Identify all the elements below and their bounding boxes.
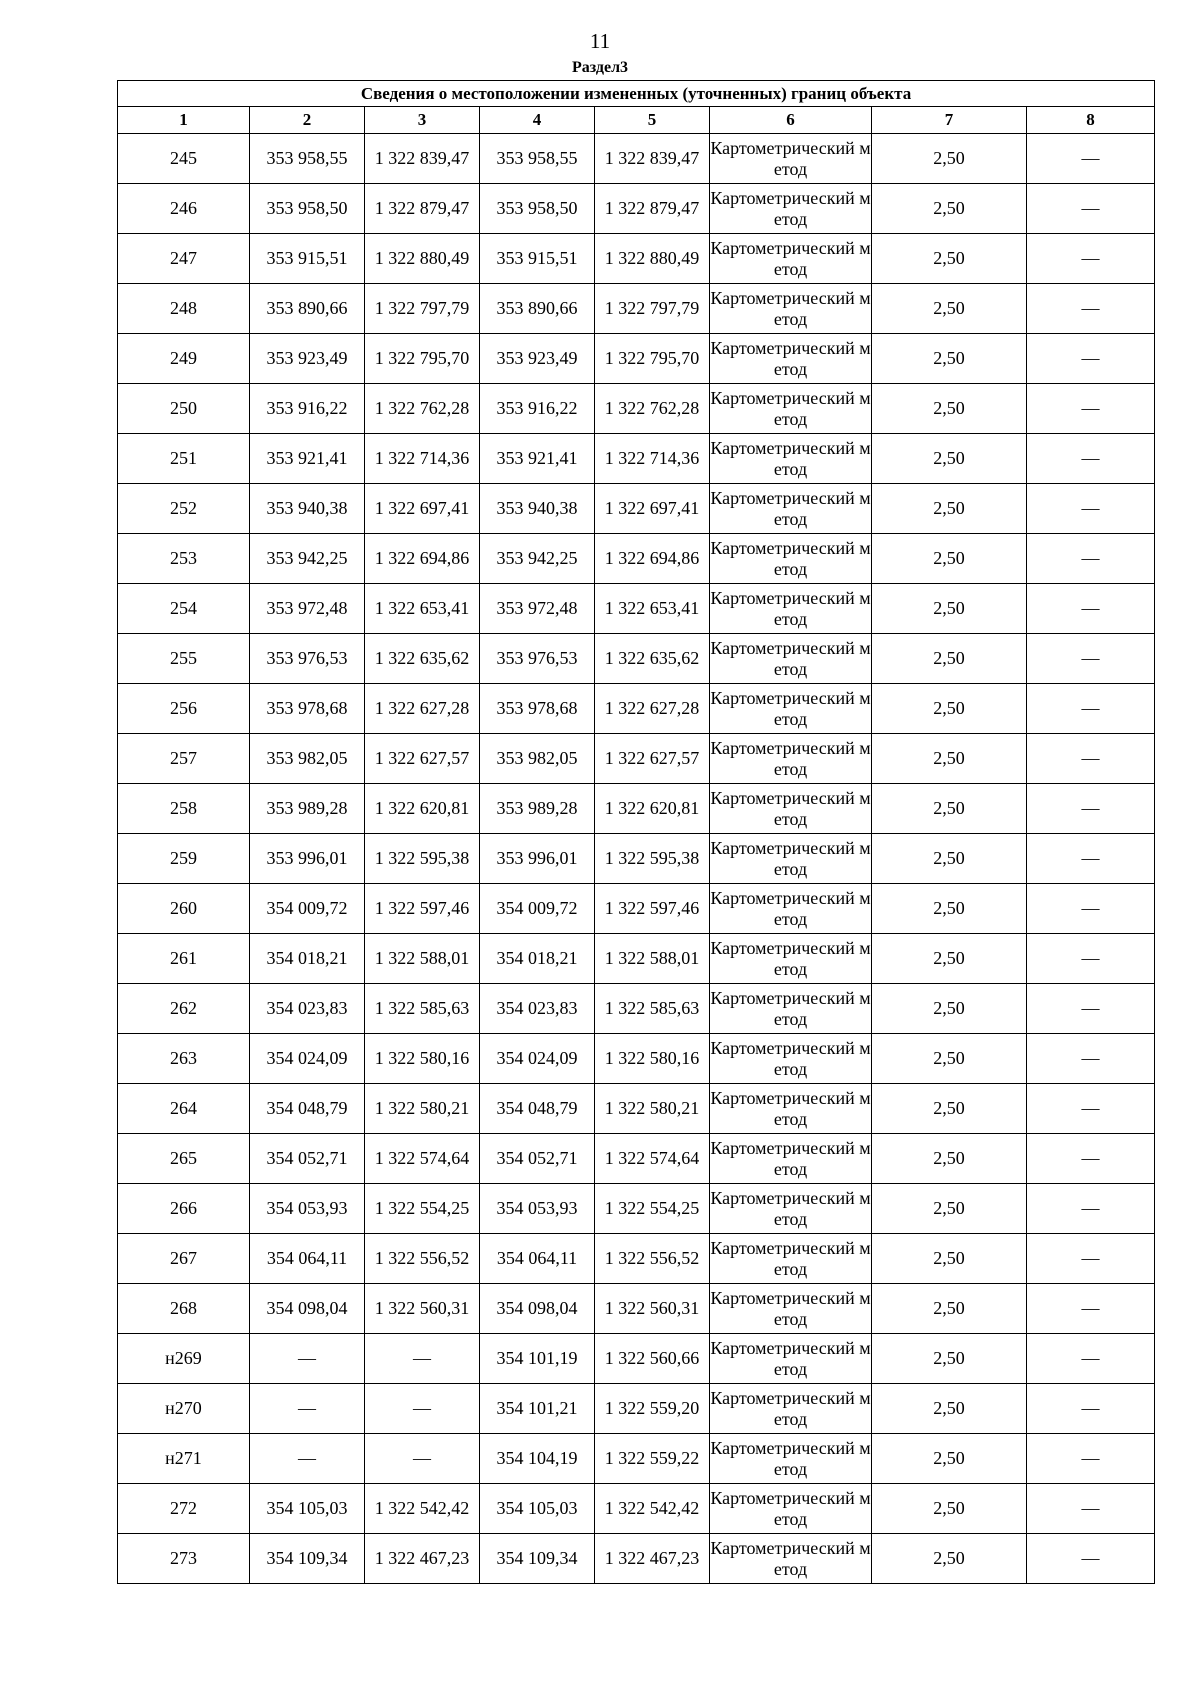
point-number-cell: 254 [118, 584, 250, 634]
y-new-cell: 1 322 467,23 [595, 1534, 710, 1584]
x-old-cell: 353 890,66 [250, 284, 365, 334]
accuracy-cell: 2,50 [872, 1134, 1027, 1184]
method-cell: Картометрический метод [710, 384, 872, 434]
accuracy-cell: 2,50 [872, 1034, 1027, 1084]
y-old-cell: — [365, 1434, 480, 1484]
method-cell: Картометрический метод [710, 534, 872, 584]
y-old-cell: 1 322 714,36 [365, 434, 480, 484]
table-row [118, 884, 1155, 934]
y-new-cell: 1 322 653,41 [595, 584, 710, 634]
accuracy-cell: 2,50 [872, 1184, 1027, 1234]
method-cell: Картометрический метод [710, 1284, 872, 1334]
accuracy-cell: 2,50 [872, 1534, 1027, 1584]
x-new-cell: 353 923,49 [480, 334, 595, 384]
description-cell: — [1027, 784, 1155, 834]
method-cell: Картометрический метод [710, 934, 872, 984]
point-number-cell: 272 [118, 1484, 250, 1534]
x-new-cell: 354 024,09 [480, 1034, 595, 1084]
description-cell: — [1027, 1334, 1155, 1384]
method-cell: Картометрический метод [710, 184, 872, 234]
y-old-cell: 1 322 627,57 [365, 734, 480, 784]
y-old-cell: 1 322 880,49 [365, 234, 480, 284]
x-old-cell: 354 064,11 [250, 1234, 365, 1284]
y-new-cell: 1 322 620,81 [595, 784, 710, 834]
page-number: 11 [589, 29, 611, 53]
y-new-cell: 1 322 574,64 [595, 1134, 710, 1184]
x-old-cell: 353 958,55 [250, 134, 365, 184]
y-old-cell: 1 322 653,41 [365, 584, 480, 634]
y-old-cell: 1 322 797,79 [365, 284, 480, 334]
x-new-cell: 353 916,22 [480, 384, 595, 434]
accuracy-cell: 2,50 [872, 334, 1027, 384]
table-row [118, 584, 1155, 634]
x-old-cell: 354 048,79 [250, 1084, 365, 1134]
table-row [118, 484, 1155, 534]
description-cell: — [1027, 984, 1155, 1034]
x-new-cell: 354 023,83 [480, 984, 595, 1034]
point-number-cell: 249 [118, 334, 250, 384]
x-old-cell: 353 982,05 [250, 734, 365, 784]
description-cell: — [1027, 134, 1155, 184]
point-number-cell: 259 [118, 834, 250, 884]
method-cell: Картометрический метод [710, 684, 872, 734]
method-cell: Картометрический метод [710, 484, 872, 534]
description-cell: — [1027, 1434, 1155, 1484]
point-number-cell: 264 [118, 1084, 250, 1134]
x-new-cell: 353 940,38 [480, 484, 595, 534]
y-new-cell: 1 322 585,63 [595, 984, 710, 1034]
y-old-cell: 1 322 580,21 [365, 1084, 480, 1134]
x-old-cell: 353 976,53 [250, 634, 365, 684]
column-number: 5 [595, 107, 710, 134]
x-new-cell: 353 890,66 [480, 284, 595, 334]
y-new-cell: 1 322 839,47 [595, 134, 710, 184]
accuracy-cell: 2,50 [872, 384, 1027, 434]
x-old-cell: 354 105,03 [250, 1484, 365, 1534]
table-row [118, 134, 1155, 184]
x-new-cell: 353 982,05 [480, 734, 595, 784]
y-new-cell: 1 322 588,01 [595, 934, 710, 984]
point-number-cell: 258 [118, 784, 250, 834]
y-new-cell: 1 322 560,66 [595, 1334, 710, 1384]
x-new-cell: 354 105,03 [480, 1484, 595, 1534]
method-cell: Картометрический метод [710, 734, 872, 784]
description-cell: — [1027, 1184, 1155, 1234]
y-new-cell: 1 322 580,21 [595, 1084, 710, 1134]
point-number-cell: 273 [118, 1534, 250, 1584]
y-old-cell: — [365, 1334, 480, 1384]
x-old-cell: 353 978,68 [250, 684, 365, 734]
x-new-cell: 354 053,93 [480, 1184, 595, 1234]
method-cell: Картометрический метод [710, 1034, 872, 1084]
column-number: 3 [365, 107, 480, 134]
method-cell: Картометрический метод [710, 1334, 872, 1384]
description-cell: — [1027, 834, 1155, 884]
accuracy-cell: 2,50 [872, 434, 1027, 484]
table-row [118, 1284, 1155, 1334]
y-old-cell: 1 322 597,46 [365, 884, 480, 934]
accuracy-cell: 2,50 [872, 584, 1027, 634]
accuracy-cell: 2,50 [872, 284, 1027, 334]
accuracy-cell: 2,50 [872, 1384, 1027, 1434]
description-cell: — [1027, 334, 1155, 384]
method-cell: Картометрический метод [710, 1434, 872, 1484]
x-old-cell: 353 915,51 [250, 234, 365, 284]
y-new-cell: 1 322 879,47 [595, 184, 710, 234]
x-new-cell: 353 978,68 [480, 684, 595, 734]
table-row [118, 1384, 1155, 1434]
x-new-cell: 354 104,19 [480, 1434, 595, 1484]
accuracy-cell: 2,50 [872, 634, 1027, 684]
y-old-cell: 1 322 588,01 [365, 934, 480, 984]
x-new-cell: 354 048,79 [480, 1084, 595, 1134]
point-number-cell: 257 [118, 734, 250, 784]
description-cell: — [1027, 284, 1155, 334]
description-cell: — [1027, 234, 1155, 284]
accuracy-cell: 2,50 [872, 834, 1027, 884]
x-new-cell: 353 972,48 [480, 584, 595, 634]
point-number-cell: 252 [118, 484, 250, 534]
y-new-cell: 1 322 797,79 [595, 284, 710, 334]
y-old-cell: 1 322 879,47 [365, 184, 480, 234]
point-number-cell: 251 [118, 434, 250, 484]
method-cell: Картометрический метод [710, 134, 872, 184]
description-cell: — [1027, 734, 1155, 784]
x-old-cell: 354 009,72 [250, 884, 365, 934]
point-number-cell: 250 [118, 384, 250, 434]
y-old-cell: 1 322 635,62 [365, 634, 480, 684]
y-old-cell: 1 322 556,52 [365, 1234, 480, 1284]
method-cell: Картометрический метод [710, 1384, 872, 1434]
x-new-cell: 354 098,04 [480, 1284, 595, 1334]
x-new-cell: 354 009,72 [480, 884, 595, 934]
description-cell: — [1027, 534, 1155, 584]
point-number-cell: 245 [118, 134, 250, 184]
description-cell: — [1027, 634, 1155, 684]
x-old-cell: 353 921,41 [250, 434, 365, 484]
table-row [118, 1084, 1155, 1134]
y-old-cell: 1 322 762,28 [365, 384, 480, 434]
x-new-cell: 354 101,19 [480, 1334, 595, 1384]
y-old-cell: 1 322 585,63 [365, 984, 480, 1034]
y-new-cell: 1 322 556,52 [595, 1234, 710, 1284]
accuracy-cell: 2,50 [872, 184, 1027, 234]
method-cell: Картометрический метод [710, 334, 872, 384]
x-old-cell: 354 024,09 [250, 1034, 365, 1084]
y-new-cell: 1 322 627,57 [595, 734, 710, 784]
table-row [118, 634, 1155, 684]
table-row [118, 184, 1155, 234]
column-number: 6 [710, 107, 872, 134]
y-new-cell: 1 322 795,70 [595, 334, 710, 384]
accuracy-cell: 2,50 [872, 884, 1027, 934]
x-old-cell: 354 052,71 [250, 1134, 365, 1184]
y-new-cell: 1 322 597,46 [595, 884, 710, 934]
accuracy-cell: 2,50 [872, 1084, 1027, 1134]
description-cell: — [1027, 934, 1155, 984]
x-old-cell: — [250, 1384, 365, 1434]
accuracy-cell: 2,50 [872, 784, 1027, 834]
point-number-cell: 256 [118, 684, 250, 734]
description-cell: — [1027, 1084, 1155, 1134]
x-old-cell: 353 972,48 [250, 584, 365, 634]
method-cell: Картометрический метод [710, 1234, 872, 1284]
y-new-cell: 1 322 880,49 [595, 234, 710, 284]
accuracy-cell: 2,50 [872, 234, 1027, 284]
table-row [118, 684, 1155, 734]
method-cell: Картометрический метод [710, 1134, 872, 1184]
description-cell: — [1027, 434, 1155, 484]
point-number-cell: 247 [118, 234, 250, 284]
x-old-cell: 354 053,93 [250, 1184, 365, 1234]
y-new-cell: 1 322 554,25 [595, 1184, 710, 1234]
y-old-cell: 1 322 839,47 [365, 134, 480, 184]
method-cell: Картометрический метод [710, 1184, 872, 1234]
method-cell: Картометрический метод [710, 284, 872, 334]
description-cell: — [1027, 1484, 1155, 1534]
point-number-cell: 265 [118, 1134, 250, 1184]
description-cell: — [1027, 384, 1155, 434]
section-title: Раздел3 [571, 59, 629, 76]
y-new-cell: 1 322 694,86 [595, 534, 710, 584]
point-number-cell: н270 [118, 1384, 250, 1434]
table-row [118, 1484, 1155, 1534]
point-number-cell: 246 [118, 184, 250, 234]
y-new-cell: 1 322 762,28 [595, 384, 710, 434]
description-cell: — [1027, 584, 1155, 634]
method-cell: Картометрический метод [710, 1484, 872, 1534]
y-old-cell: 1 322 694,86 [365, 534, 480, 584]
table-row [118, 1234, 1155, 1284]
x-new-cell: 353 921,41 [480, 434, 595, 484]
table-row [118, 334, 1155, 384]
x-new-cell: 353 996,01 [480, 834, 595, 884]
point-number-cell: н269 [118, 1334, 250, 1384]
method-cell: Картометрический метод [710, 434, 872, 484]
accuracy-cell: 2,50 [872, 934, 1027, 984]
point-number-cell: 260 [118, 884, 250, 934]
description-cell: — [1027, 1134, 1155, 1184]
y-old-cell: 1 322 697,41 [365, 484, 480, 534]
x-new-cell: 354 109,34 [480, 1534, 595, 1584]
description-cell: — [1027, 884, 1155, 934]
y-new-cell: 1 322 627,28 [595, 684, 710, 734]
y-old-cell: 1 322 574,64 [365, 1134, 480, 1184]
y-new-cell: 1 322 559,22 [595, 1434, 710, 1484]
x-old-cell: — [250, 1434, 365, 1484]
y-new-cell: 1 322 697,41 [595, 484, 710, 534]
description-cell: — [1027, 1384, 1155, 1434]
table-row [118, 984, 1155, 1034]
point-number-cell: 261 [118, 934, 250, 984]
description-cell: — [1027, 1284, 1155, 1334]
boundary-coordinates-table [117, 80, 1155, 1584]
x-old-cell: 353 989,28 [250, 784, 365, 834]
method-cell: Картометрический метод [710, 834, 872, 884]
point-number-cell: 268 [118, 1284, 250, 1334]
description-cell: — [1027, 1534, 1155, 1584]
description-cell: — [1027, 1234, 1155, 1284]
x-new-cell: 353 915,51 [480, 234, 595, 284]
x-new-cell: 353 989,28 [480, 784, 595, 834]
accuracy-cell: 2,50 [872, 134, 1027, 184]
accuracy-cell: 2,50 [872, 984, 1027, 1034]
table-row [118, 434, 1155, 484]
method-cell: Картометрический метод [710, 884, 872, 934]
x-old-cell: 354 018,21 [250, 934, 365, 984]
x-new-cell: 354 052,71 [480, 1134, 595, 1184]
x-new-cell: 354 064,11 [480, 1234, 595, 1284]
description-cell: — [1027, 684, 1155, 734]
table-row [118, 1434, 1155, 1484]
x-old-cell: 353 996,01 [250, 834, 365, 884]
point-number-cell: 262 [118, 984, 250, 1034]
method-cell: Картометрический метод [710, 1084, 872, 1134]
x-new-cell: 353 958,50 [480, 184, 595, 234]
table-row [118, 534, 1155, 584]
table-row [118, 834, 1155, 884]
x-new-cell: 353 942,25 [480, 534, 595, 584]
y-old-cell: 1 322 542,42 [365, 1484, 480, 1534]
table-row [118, 734, 1155, 784]
table-row [118, 784, 1155, 834]
x-new-cell: 354 101,21 [480, 1384, 595, 1434]
table-row [118, 284, 1155, 334]
y-new-cell: 1 322 580,16 [595, 1034, 710, 1084]
table-row [118, 934, 1155, 984]
y-old-cell: 1 322 627,28 [365, 684, 480, 734]
point-number-cell: 253 [118, 534, 250, 584]
y-old-cell: 1 322 467,23 [365, 1534, 480, 1584]
column-number: 4 [480, 107, 595, 134]
x-new-cell: 354 018,21 [480, 934, 595, 984]
y-old-cell: 1 322 580,16 [365, 1034, 480, 1084]
table-row [118, 384, 1155, 434]
table-row [118, 1134, 1155, 1184]
x-old-cell: 353 942,25 [250, 534, 365, 584]
description-cell: — [1027, 1034, 1155, 1084]
column-number-row [118, 107, 1155, 134]
method-cell: Картометрический метод [710, 234, 872, 284]
description-cell: — [1027, 484, 1155, 534]
method-cell: Картометрический метод [710, 634, 872, 684]
x-new-cell: 353 976,53 [480, 634, 595, 684]
y-new-cell: 1 322 542,42 [595, 1484, 710, 1534]
table-caption: Сведения о местоположении измененных (уточненных) границ объекта [118, 81, 1155, 107]
y-old-cell: 1 322 560,31 [365, 1284, 480, 1334]
x-new-cell: 353 958,55 [480, 134, 595, 184]
x-old-cell: 353 916,22 [250, 384, 365, 434]
accuracy-cell: 2,50 [872, 1284, 1027, 1334]
x-old-cell: 354 109,34 [250, 1534, 365, 1584]
table-row [118, 234, 1155, 284]
table-row [118, 1534, 1155, 1584]
y-old-cell: 1 322 595,38 [365, 834, 480, 884]
accuracy-cell: 2,50 [872, 1234, 1027, 1284]
y-new-cell: 1 322 560,31 [595, 1284, 710, 1334]
method-cell: Картометрический метод [710, 984, 872, 1034]
method-cell: Картометрический метод [710, 784, 872, 834]
y-old-cell: — [365, 1384, 480, 1434]
column-number: 8 [1027, 107, 1155, 134]
point-number-cell: н271 [118, 1434, 250, 1484]
x-old-cell: 353 923,49 [250, 334, 365, 384]
y-new-cell: 1 322 595,38 [595, 834, 710, 884]
y-old-cell: 1 322 554,25 [365, 1184, 480, 1234]
y-new-cell: 1 322 714,36 [595, 434, 710, 484]
accuracy-cell: 2,50 [872, 484, 1027, 534]
y-old-cell: 1 322 620,81 [365, 784, 480, 834]
accuracy-cell: 2,50 [872, 1484, 1027, 1534]
method-cell: Картометрический метод [710, 1534, 872, 1584]
method-cell: Картометрический метод [710, 584, 872, 634]
y-new-cell: 1 322 559,20 [595, 1384, 710, 1434]
point-number-cell: 248 [118, 284, 250, 334]
table-row [118, 1184, 1155, 1234]
table-row [118, 1034, 1155, 1084]
accuracy-cell: 2,50 [872, 1434, 1027, 1484]
column-number: 2 [250, 107, 365, 134]
table-body [118, 134, 1155, 1584]
point-number-cell: 266 [118, 1184, 250, 1234]
x-old-cell: 354 023,83 [250, 984, 365, 1034]
accuracy-cell: 2,50 [872, 534, 1027, 584]
y-old-cell: 1 322 795,70 [365, 334, 480, 384]
column-number: 7 [872, 107, 1027, 134]
y-new-cell: 1 322 635,62 [595, 634, 710, 684]
accuracy-cell: 2,50 [872, 1334, 1027, 1384]
column-number: 1 [118, 107, 250, 134]
accuracy-cell: 2,50 [872, 734, 1027, 784]
x-old-cell: 353 940,38 [250, 484, 365, 534]
table-row [118, 1334, 1155, 1384]
accuracy-cell: 2,50 [872, 684, 1027, 734]
x-old-cell: 353 958,50 [250, 184, 365, 234]
point-number-cell: 255 [118, 634, 250, 684]
x-old-cell: — [250, 1334, 365, 1384]
x-old-cell: 354 098,04 [250, 1284, 365, 1334]
description-cell: — [1027, 184, 1155, 234]
point-number-cell: 267 [118, 1234, 250, 1284]
point-number-cell: 263 [118, 1034, 250, 1084]
